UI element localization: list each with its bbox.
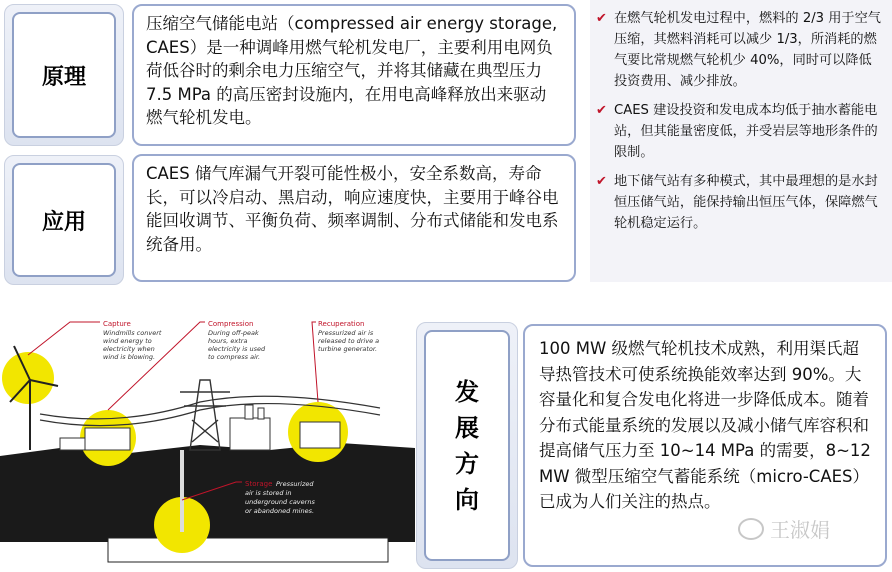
storage-line: underground caverns bbox=[245, 498, 315, 506]
storage-line: or abandoned mines. bbox=[245, 507, 315, 515]
watermark bbox=[738, 514, 830, 543]
recuperation-line: released to drive a bbox=[318, 337, 380, 345]
application-label: 应用 bbox=[12, 163, 116, 277]
capture-line: wind is blowing. bbox=[103, 353, 156, 361]
check-icon: ✔ bbox=[596, 103, 607, 118]
development-label-box bbox=[416, 322, 518, 569]
application-label-box bbox=[4, 155, 124, 285]
check-icon: ✔ bbox=[596, 174, 607, 189]
caes-illustration bbox=[0, 310, 415, 572]
development-char: 展 bbox=[455, 413, 479, 442]
capture-line: wind energy to bbox=[103, 337, 152, 345]
compression-line: electricity is used bbox=[208, 345, 266, 353]
bullet-text: CAES 建设投资和发电成本均低于抽水蓄能电站，但其能量密度低，并受岩层等地形条件的限制。 bbox=[614, 103, 878, 160]
development-char: 发 bbox=[455, 377, 479, 406]
principle-text: 压缩空气储能电站（compressed air energy storage, CAES）是一种调峰用燃气轮机发电厂，主要利用电网负荷低谷时的剩余电力压缩空气，并将其储藏在典型压力 7.5 MPa 的高压密封设施内，在用电高峰释放出来驱动燃气轮机发电。 bbox=[132, 4, 576, 146]
development-char: 向 bbox=[455, 485, 479, 514]
wechat-icon bbox=[738, 518, 764, 540]
capture-line: electricity when bbox=[103, 345, 155, 353]
capture-title: Capture bbox=[103, 320, 131, 328]
compression-line: to compress air. bbox=[208, 353, 261, 361]
storage-line: Pressurized bbox=[276, 480, 314, 488]
compression-line: hours, extra bbox=[208, 337, 248, 345]
compression-title: Compression bbox=[208, 320, 254, 328]
svg-text:Windmills convert wind ene bbox=[103, 329, 164, 361]
development-char: 方 bbox=[455, 449, 479, 478]
storage-title: Storage bbox=[245, 480, 273, 488]
recuperation-line: Pressurized air is bbox=[318, 329, 374, 337]
bullet-item bbox=[596, 171, 884, 234]
development-label bbox=[424, 330, 510, 561]
svg-text:During off-peak hours, ext bbox=[208, 329, 267, 361]
storage-line: air is stored in bbox=[245, 489, 292, 497]
bullet-item bbox=[596, 8, 884, 92]
recuperation-title: Recuperation bbox=[318, 320, 365, 328]
compression-line: During off-peak bbox=[208, 329, 259, 337]
bullet-panel bbox=[590, 0, 892, 282]
watermark-text: 王淑娟 bbox=[770, 518, 830, 542]
svg-text:Pressurized air is release bbox=[318, 329, 381, 353]
bullet-item bbox=[596, 100, 884, 163]
principle-label: 原理 bbox=[12, 12, 116, 138]
bullet-text: 地下储气站有多种模式，其中最理想的是水封恒压储气站，能保持输出恒压气体，保障燃气轮机稳定运行。 bbox=[614, 174, 878, 231]
application-text: CAES 储气库漏气开裂可能性极小，安全系数高，寿命长，可以冷启动、黑启动，响应速度快，主要用于峰谷电能回收调节、平衡负荷、频率调制、分布式储能和发电系统备用。 bbox=[132, 154, 576, 282]
development-text: 100 MW 级燃气轮机技术成熟，利用渠氏超导热管技术可使系统换能效率达到 90%。大容量化和复合发电化将进一步降低成本。随着分布式能量系统的发展以及减小储气库容积和提高储气压力至 10~14 MPa 的需要，8~12 MW 微型压缩空气蓄能系统（micro-CAES）已成为人们关注的热点。 bbox=[523, 324, 887, 567]
principle-label-box bbox=[4, 4, 124, 146]
capture-line: Windmills convert bbox=[103, 329, 162, 337]
recuperation-line: turbine generator. bbox=[318, 345, 378, 353]
check-icon: ✔ bbox=[596, 11, 607, 26]
bullet-text: 在燃气轮机发电过程中，燃料的 2/3 用于空气压缩，其燃料消耗可以减少 1/3，所消耗的燃气要比常规燃气轮机少 40%，同时可以降低投资费用、减少排放。 bbox=[614, 11, 881, 89]
